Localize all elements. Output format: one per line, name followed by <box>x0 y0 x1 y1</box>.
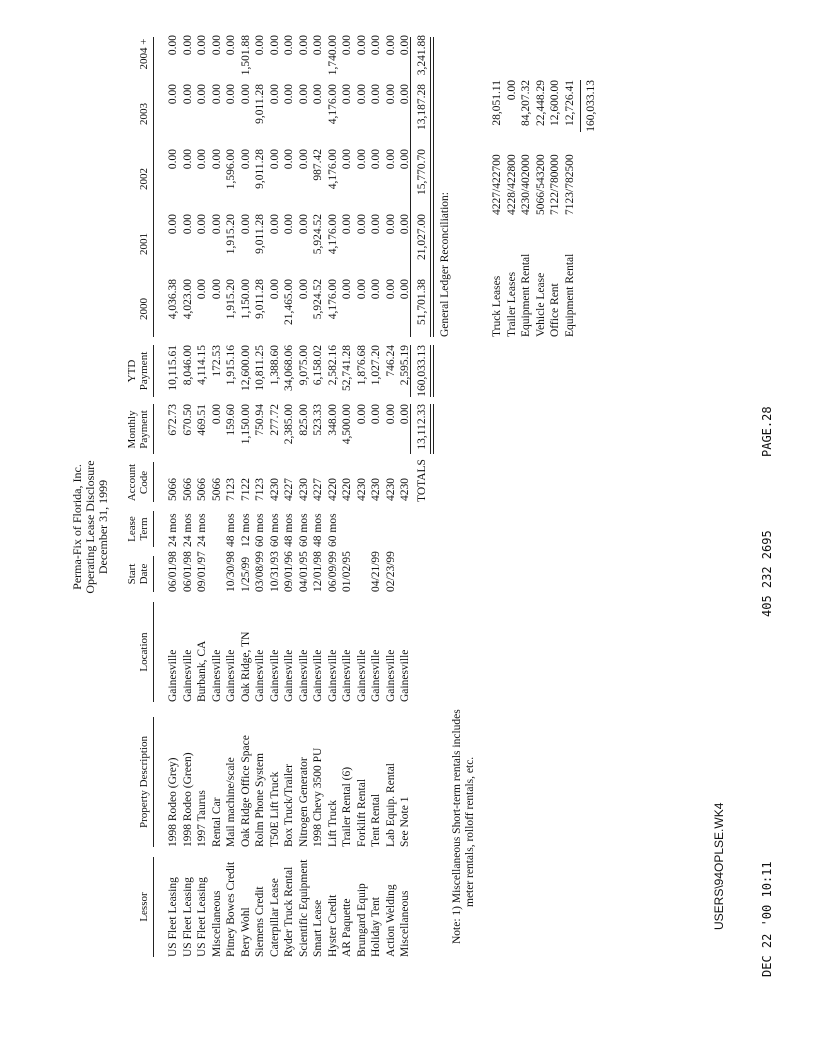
cell-lessor: Hyster Credit <box>326 894 339 957</box>
cell-lease-term: 60 mos <box>254 513 266 547</box>
cell-2004: 0.00 <box>196 35 208 56</box>
cell-2001: 0.00 <box>210 214 223 235</box>
cell-monthly: 0.00 <box>399 404 411 425</box>
cell-lessor: AR Paquette <box>341 898 353 957</box>
cell-2003: 0.00 <box>355 84 368 105</box>
cell-ytd: 1,915.16 <box>225 345 237 386</box>
cell-2000: 4,176.00 <box>326 279 339 320</box>
cell-location: Gainesville <box>268 649 281 702</box>
cell-location: Oak Ridge, TN <box>239 631 252 702</box>
cell-2003: 0.00 <box>196 84 208 105</box>
cell-2000: 9,011.28 <box>254 279 266 319</box>
col-monthly-payment: Monthly Payment <box>126 410 150 449</box>
cell-ytd: 746.24 <box>384 345 397 377</box>
cell-ytd: 1,388.60 <box>268 345 281 386</box>
cell-2002: 0.00 <box>210 149 223 170</box>
header-rule <box>153 511 154 547</box>
cell-2002: 0.00 <box>341 149 353 170</box>
cell-2004: 0.00 <box>370 35 382 56</box>
cell-lease-term: 24 mos <box>181 513 194 547</box>
cell-account-code: 4230 <box>370 478 382 501</box>
cell-ytd: 8,046.00 <box>181 345 194 386</box>
gl-amount: 0.00 <box>505 80 518 101</box>
cell-2001: 0.00 <box>283 214 295 235</box>
cell-2004: 0.00 <box>341 35 353 56</box>
cell-2001: 5,924.52 <box>312 214 324 255</box>
cell-location: Gainesville <box>326 649 339 702</box>
cell-2001: 1,915.20 <box>225 214 237 255</box>
cell-2003: 0.00 <box>268 84 281 105</box>
cell-2003: 0.00 <box>370 84 382 105</box>
totals-rule <box>410 345 411 397</box>
gl-label: Vehicle Lease <box>534 272 547 337</box>
note-line-2: meter rentals, rolloff rentals, etc. <box>464 756 476 907</box>
cell-start-date: 03/08/99 <box>254 551 266 592</box>
total-2001: 21,027.00 <box>416 214 428 260</box>
cell-2003: 0.00 <box>283 84 295 105</box>
total-monthly: 13,112.33 <box>416 404 428 450</box>
cell-account-code: 5066 <box>196 478 208 501</box>
header-rule <box>153 602 154 702</box>
cell-2003: 0.00 <box>225 84 237 105</box>
cell-lease-term: 24 mos <box>167 513 179 547</box>
fax-page: PAGE.28 <box>760 406 774 457</box>
cell-account-code: 4230 <box>355 478 368 501</box>
cell-lessor: Miscellaneous <box>399 890 411 957</box>
cell-2003: 0.00 <box>239 84 252 105</box>
cell-monthly: 672.73 <box>167 404 179 436</box>
cell-2003: 9,011.28 <box>254 84 266 124</box>
cell-2002: 0.00 <box>399 149 411 170</box>
cell-start-date: 09/01/96 <box>283 551 295 592</box>
col-lessor: Lessor <box>138 892 150 922</box>
cell-lessor: Siemens Credit <box>254 886 266 957</box>
cell-2002: 0.00 <box>355 149 368 170</box>
gl-account: 4228/422800 <box>505 154 518 215</box>
cell-ytd: 10,115.61 <box>167 345 179 391</box>
cell-ytd: 52,741.28 <box>341 345 353 391</box>
cell-2001: 0.00 <box>399 214 411 235</box>
cell-2000: 0.00 <box>399 279 411 300</box>
cell-location: Gainesville <box>181 649 194 702</box>
cell-description: Forklift Rental <box>355 778 368 847</box>
cell-description: Rental Car <box>210 797 223 847</box>
cell-lease-term: 48 mos <box>225 513 237 547</box>
header-rule <box>153 462 154 502</box>
cell-start-date: 04/01/95 <box>297 551 310 592</box>
header-rule <box>153 345 154 397</box>
totals-rule <box>410 37 411 337</box>
cell-2004: 1,740.00 <box>326 35 339 76</box>
file-name: USERS\94OPLSE.WK4 <box>712 802 726 930</box>
cell-lease-term: 48 mos <box>312 513 324 547</box>
cell-account-code: 5066 <box>167 478 179 501</box>
cell-2004: 0.00 <box>167 35 179 56</box>
gl-total: 160,033.13 <box>585 80 597 132</box>
cell-description: Tent Rental <box>370 793 382 847</box>
gl-amount: 12,726.41 <box>563 80 576 126</box>
header-rule <box>153 37 154 337</box>
header-rule <box>153 857 154 957</box>
cell-2001: 4,176.00 <box>326 214 339 255</box>
cell-2004: 0.00 <box>399 35 411 56</box>
gl-amount: 28,051.11 <box>491 80 503 126</box>
cell-2004: 0.00 <box>225 35 237 56</box>
cell-2002: 4,176.00 <box>326 149 339 190</box>
gl-amount: 84,207.32 <box>520 80 532 126</box>
cell-start-date: 10/30/98 <box>225 551 237 592</box>
totals-double-rule <box>430 404 434 454</box>
total-2004: 3,241.88 <box>416 35 428 76</box>
cell-ytd: 12,600.00 <box>239 345 252 391</box>
cell-ytd: 10,811.25 <box>254 345 266 391</box>
cell-description: Lab Equip. Rental <box>384 763 397 847</box>
cell-location: Gainesville <box>384 649 397 702</box>
gl-title: General Ledger Reconciliation: <box>439 192 451 337</box>
cell-ytd: 172.53 <box>210 345 223 377</box>
cell-2000: 0.00 <box>384 279 397 300</box>
cell-lessor: Miscellaneous <box>210 890 223 957</box>
report-title: Operating Lease Disclosure <box>83 460 97 594</box>
cell-monthly: 523.33 <box>312 404 324 436</box>
cell-location: Gainesville <box>355 649 368 702</box>
cell-2003: 0.00 <box>181 84 194 105</box>
cell-2000: 0.00 <box>196 279 208 300</box>
cell-2002: 0.00 <box>181 149 194 170</box>
header-rule <box>153 717 154 847</box>
cell-2000: 4,036.38 <box>167 279 179 320</box>
gl-label: Equipment Rental <box>520 253 532 337</box>
company-name: Perma-Fix of Florida, Inc. <box>70 464 84 590</box>
cell-2002: 0.00 <box>384 149 397 170</box>
cell-account-code: 5066 <box>181 478 194 501</box>
cell-lessor: Action Welding <box>384 884 397 957</box>
total-2003: 13,187.28 <box>416 84 428 130</box>
note-line-1: Note: 1) Miscellaneous Short-term rentals includes <box>451 709 463 944</box>
totals-rule <box>410 404 411 454</box>
total-2000: 51,701.38 <box>416 279 428 325</box>
totals-double-rule <box>430 37 434 337</box>
cell-ytd: 2,582.16 <box>326 345 339 386</box>
cell-2002: 0.00 <box>370 149 382 170</box>
cell-account-code: 4230 <box>297 478 310 501</box>
cell-monthly: 1,150.00 <box>239 404 252 445</box>
cell-account-code: 4227 <box>312 478 324 501</box>
cell-2000: 0.00 <box>297 279 310 300</box>
cell-lease-term: 24 mos <box>196 513 208 547</box>
cell-2002: 0.00 <box>268 149 281 170</box>
cell-start-date: 1/25/99 <box>239 556 252 592</box>
cell-account-code: 4220 <box>326 478 339 501</box>
cell-location: Gainesville <box>312 649 324 702</box>
cell-description: See Note 1 <box>399 796 411 847</box>
cell-2001: 0.00 <box>370 214 382 235</box>
cell-description: Lift Truck <box>326 800 339 847</box>
cell-2004: 0.00 <box>268 35 281 56</box>
cell-start-date: 12/01/98 <box>312 551 324 592</box>
cell-lease-term: 48 mos <box>283 513 295 547</box>
gl-account: 4227/422700 <box>491 154 503 215</box>
cell-description: Nitrogen Generator <box>297 757 310 847</box>
cell-monthly: 0.00 <box>210 404 223 425</box>
cell-description: 1998 Rodeo (Green) <box>181 752 194 847</box>
cell-location: Gainesville <box>370 649 382 702</box>
cell-account-code: 7122 <box>239 478 252 501</box>
col-description: Property Description <box>138 736 150 828</box>
cell-lessor: Pitney Bowes Credit <box>225 861 237 957</box>
cell-start-date: 06/09/99 <box>326 551 339 592</box>
cell-account-code: 4227 <box>283 478 295 501</box>
cell-monthly: 825.00 <box>297 404 310 436</box>
cell-lessor: Caterpillar Lease <box>268 878 281 957</box>
cell-2002: 0.00 <box>167 149 179 170</box>
gl-account: 4230/402000 <box>520 154 532 215</box>
gl-amount: 12,600.00 <box>549 80 561 126</box>
cell-2000: 4,023.00 <box>181 279 194 320</box>
gl-label: Trailer Leases <box>505 271 518 337</box>
cell-2000: 0.00 <box>370 279 382 300</box>
cell-ytd: 4,114.15 <box>196 345 208 385</box>
report-date: December 31, 1999 <box>96 479 110 575</box>
cell-location: Gainesville <box>283 649 295 702</box>
cell-2000: 21,465.00 <box>283 279 295 325</box>
cell-lessor: Brungard Equip <box>355 883 368 957</box>
cell-account-code: 4230 <box>268 478 281 501</box>
cell-description: T50E Lift Truck <box>268 771 281 847</box>
gl-amount: 22,448.29 <box>534 80 547 126</box>
cell-start-date: 06/01/98 <box>181 551 194 592</box>
cell-2003: 0.00 <box>167 84 179 105</box>
total-2002: 15,770.70 <box>416 149 428 195</box>
cell-2004: 0.00 <box>355 35 368 56</box>
cell-monthly: 0.00 <box>384 404 397 425</box>
cell-start-date: 04/21/99 <box>370 551 382 592</box>
cell-2002: 0.00 <box>196 149 208 170</box>
cell-2003: 0.00 <box>341 84 353 105</box>
cell-description: 1998 Chevy 3500 PU <box>312 747 324 847</box>
cell-ytd: 34,068.06 <box>283 345 295 391</box>
cell-2000: 0.00 <box>210 279 223 300</box>
header-rule <box>153 556 154 592</box>
cell-account-code: 4230 <box>399 478 411 501</box>
cell-lessor: Holiday Tent <box>370 897 382 957</box>
cell-location: Burbank, CA <box>196 640 208 702</box>
cell-monthly: 0.00 <box>370 404 382 425</box>
cell-2004: 0.00 <box>312 35 324 56</box>
cell-2002: 987.42 <box>312 149 324 181</box>
cell-ytd: 2,595.19 <box>399 345 411 386</box>
cell-account-code: 5066 <box>210 478 223 501</box>
cell-lessor: US Fleet Leasing <box>181 877 194 957</box>
cell-ytd: 1,027.20 <box>370 345 382 386</box>
gl-account: 7122/780000 <box>549 154 561 215</box>
cell-2003: 0.00 <box>384 84 397 105</box>
cell-2002: 0.00 <box>297 149 310 170</box>
cell-lessor: Scientific Equipment <box>297 859 310 957</box>
cell-2004: 0.00 <box>283 35 295 56</box>
cell-monthly: 750.94 <box>254 404 266 436</box>
col-2002: 2002 <box>138 168 150 190</box>
cell-monthly: 159.60 <box>225 404 237 436</box>
gl-account: 7123/782500 <box>563 154 576 215</box>
cell-lessor: Ryder Truck Rental <box>283 866 295 957</box>
cell-account-code: 4220 <box>341 478 353 501</box>
col-account-code: Account Code <box>126 463 150 502</box>
cell-location: Gainesville <box>399 649 411 702</box>
col-start-date: Start Date <box>126 563 150 585</box>
cell-2004: 0.00 <box>210 35 223 56</box>
cell-2004: 0.00 <box>297 35 310 56</box>
cell-2003: 0.00 <box>297 84 310 105</box>
fax-timestamp: DEC 22 '00 10:11 <box>760 861 774 977</box>
cell-lessor: US Fleet Leasing <box>167 877 179 957</box>
cell-2000: 0.00 <box>355 279 368 300</box>
cell-lessor: US Fleet Leasing <box>196 877 208 957</box>
col-2003: 2003 <box>138 103 150 125</box>
col-location: Location <box>138 632 150 672</box>
gl-label: Truck Leases <box>491 275 503 337</box>
cell-2000: 1,915.20 <box>225 279 237 320</box>
cell-description: 1997 Taurus <box>196 790 208 847</box>
cell-location: Gainesville <box>341 649 353 702</box>
cell-monthly: 0.00 <box>355 404 368 425</box>
cell-location: Gainesville <box>297 649 310 702</box>
gl-label: Office Rent <box>549 283 561 337</box>
cell-description: Mail machine/scale <box>225 757 237 847</box>
cell-lease-term: 60 mos <box>268 513 281 547</box>
cell-account-code: 7123 <box>254 478 266 501</box>
cell-2003: 0.00 <box>210 84 223 105</box>
cell-monthly: 670.50 <box>181 404 194 436</box>
cell-ytd: 6,158.02 <box>312 345 324 386</box>
cell-ytd: 1,876.68 <box>355 345 368 386</box>
gl-account: 5066/543200 <box>534 154 547 215</box>
cell-2002: 1,596.00 <box>225 149 237 190</box>
cell-lease-term: 12 mos <box>239 513 252 547</box>
cell-2002: 0.00 <box>239 149 252 170</box>
cell-2002: 0.00 <box>283 149 295 170</box>
cell-2004: 0.00 <box>181 35 194 56</box>
cell-2002: 9,011.28 <box>254 149 266 189</box>
cell-description: Trailer Rental (6) <box>341 766 353 847</box>
cell-2003: 0.00 <box>312 84 324 105</box>
gl-label: Equipment Rental <box>563 253 576 337</box>
col-2001: 2001 <box>138 233 150 255</box>
cell-2001: 0.00 <box>181 214 194 235</box>
cell-2003: 4,176.00 <box>326 84 339 125</box>
cell-2001: 0.00 <box>384 214 397 235</box>
cell-2001: 0.00 <box>196 214 208 235</box>
header-rule <box>153 404 154 454</box>
cell-monthly: 277.72 <box>268 404 281 436</box>
cell-2001: 0.00 <box>239 214 252 235</box>
cell-2004: 1,501.88 <box>239 35 252 76</box>
cell-lessor: Bery Wohl <box>239 907 252 957</box>
cell-description: Rolm Phone System <box>254 753 266 847</box>
gl-total-rule <box>580 80 581 132</box>
cell-2000: 0.00 <box>341 279 353 300</box>
cell-location: Gainesville <box>167 649 179 702</box>
cell-account-code: 7123 <box>225 478 237 501</box>
cell-start-date: 02/23/99 <box>384 551 397 592</box>
cell-2000: 5,924.52 <box>312 279 324 320</box>
col-2004: 2004 + <box>138 38 150 70</box>
cell-2000: 1,150.00 <box>239 279 252 320</box>
col-lease-term: Lease Term <box>126 516 150 542</box>
cell-2001: 0.00 <box>268 214 281 235</box>
cell-2004: 0.00 <box>384 35 397 56</box>
cell-start-date: 09/01/97 <box>196 551 208 592</box>
col-2000: 2000 <box>138 298 150 320</box>
cell-location: Gainesville <box>210 649 223 702</box>
cell-description: Box Truck/Trailer <box>283 764 295 847</box>
cell-monthly: 469.51 <box>196 404 208 436</box>
cell-2001: 9,011.28 <box>254 214 266 254</box>
cell-description: 1998 Rodeo (Grey) <box>167 757 179 847</box>
fax-phone: 405 232 2695 <box>760 530 774 617</box>
total-ytd: 160,033.13 <box>416 345 428 397</box>
cell-start-date: 01/02/95 <box>341 551 353 592</box>
cell-ytd: 9,075.00 <box>297 345 310 386</box>
cell-monthly: 2,385.00 <box>283 404 295 445</box>
cell-2003: 0.00 <box>399 84 411 105</box>
cell-location: Gainesville <box>225 649 237 702</box>
cell-location: Gainesville <box>254 649 266 702</box>
totals-double-rule <box>430 345 434 397</box>
cell-monthly: 4,500.00 <box>341 404 353 445</box>
cell-2001: 0.00 <box>341 214 353 235</box>
totals-label: TOTALS <box>416 459 428 502</box>
cell-lessor: Smart Lease <box>312 899 324 957</box>
cell-start-date: 06/01/98 <box>167 551 179 592</box>
cell-2001: 0.00 <box>355 214 368 235</box>
cell-2001: 0.00 <box>297 214 310 235</box>
col-ytd-payment: YTD Payment <box>126 351 150 391</box>
cell-start-date: 10/31/93 <box>268 551 281 592</box>
cell-2004: 0.00 <box>254 35 266 56</box>
cell-lease-term: 60 mos <box>326 513 339 547</box>
cell-monthly: 348.00 <box>326 404 339 436</box>
cell-account-code: 4230 <box>384 478 397 501</box>
cell-2001: 0.00 <box>167 214 179 235</box>
cell-lease-term: 60 mos <box>297 513 310 547</box>
cell-description: Oak Ridge Office Space <box>239 735 252 847</box>
cell-2000: 0.00 <box>268 279 281 300</box>
